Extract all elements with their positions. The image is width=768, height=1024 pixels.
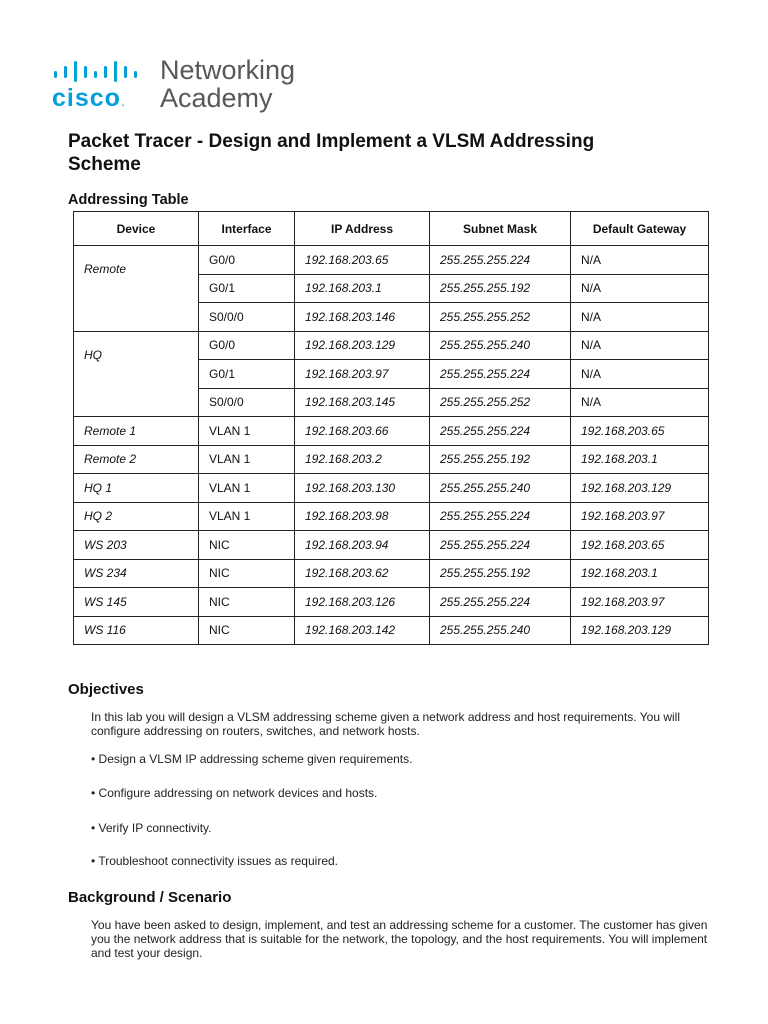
ip-cell: 192.168.203.146 xyxy=(295,303,430,332)
mask-cell: 255.255.255.252 xyxy=(430,303,571,332)
gateway-cell: 192.168.203.1 xyxy=(571,559,709,588)
table-row xyxy=(74,531,709,560)
gateway-cell: 192.168.203.65 xyxy=(571,531,709,560)
gateway-cell: N/A xyxy=(571,360,709,389)
device-cell: Remote 1 xyxy=(74,417,199,446)
ip-cell: 192.168.203.129 xyxy=(295,331,430,360)
table-row xyxy=(74,417,709,446)
ip-cell: 192.168.203.65 xyxy=(295,246,430,275)
mask-cell: 255.255.255.224 xyxy=(430,360,571,389)
ip-cell: 192.168.203.66 xyxy=(295,417,430,446)
table-header-row xyxy=(74,212,709,246)
gateway-cell: N/A xyxy=(571,274,709,303)
gateway-cell: 192.168.203.65 xyxy=(571,417,709,446)
column-header: IP Address xyxy=(295,212,430,246)
mask-cell: 255.255.255.240 xyxy=(430,331,571,360)
interface-cell: S0/0/0 xyxy=(199,388,295,417)
cisco-wordmark-text: cisco xyxy=(52,84,121,112)
device-cell: WS 145 xyxy=(74,588,199,617)
interface-cell: VLAN 1 xyxy=(199,502,295,531)
column-header: Subnet Mask xyxy=(430,212,571,246)
table-row xyxy=(74,559,709,588)
ip-cell: 192.168.203.62 xyxy=(295,559,430,588)
column-header: Interface xyxy=(199,212,295,246)
cisco-bars-icon xyxy=(52,60,150,82)
ip-cell: 192.168.203.98 xyxy=(295,502,430,531)
objective-bullet: • Configure addressing on network devices and hosts. xyxy=(91,786,378,800)
interface-cell: G0/0 xyxy=(199,331,295,360)
objective-bullet: • Troubleshoot connectivity issues as required. xyxy=(91,854,338,868)
interface-cell: G0/0 xyxy=(199,246,295,275)
table-row xyxy=(74,246,709,275)
mask-cell: 255.255.255.240 xyxy=(430,616,571,645)
table-row xyxy=(74,588,709,617)
mask-cell: 255.255.255.224 xyxy=(430,502,571,531)
interface-cell: G0/1 xyxy=(199,274,295,303)
mask-cell: 255.255.255.192 xyxy=(430,559,571,588)
table-row xyxy=(74,502,709,531)
ip-cell: 192.168.203.97 xyxy=(295,360,430,389)
mask-cell: 255.255.255.192 xyxy=(430,445,571,474)
gateway-cell: 192.168.203.129 xyxy=(571,474,709,503)
mask-cell: 255.255.255.240 xyxy=(430,474,571,503)
interface-cell: S0/0/0 xyxy=(199,303,295,332)
gateway-cell: N/A xyxy=(571,303,709,332)
column-header: Device xyxy=(74,212,199,246)
gateway-cell: N/A xyxy=(571,331,709,360)
gateway-cell: 192.168.203.97 xyxy=(571,502,709,531)
mask-cell: 255.255.255.224 xyxy=(430,531,571,560)
device-cell: WS 116 xyxy=(74,616,199,645)
device-cell: HQ 1 xyxy=(74,474,199,503)
table-row xyxy=(74,474,709,503)
logo-line2: Academy xyxy=(160,83,273,113)
ip-cell: 192.168.203.126 xyxy=(295,588,430,617)
mask-cell: 255.255.255.252 xyxy=(430,388,571,417)
cisco-wordmark: cisco. xyxy=(52,84,125,112)
logo-line1: Networking xyxy=(160,55,296,85)
objectives-heading: Objectives xyxy=(68,681,144,698)
column-header: Default Gateway xyxy=(571,212,709,246)
device-cell: WS 234 xyxy=(74,559,199,588)
device-cell: Remote 2 xyxy=(74,445,199,474)
interface-cell: NIC xyxy=(199,616,295,645)
cisco-networking-academy-logo xyxy=(52,56,302,116)
gateway-cell: N/A xyxy=(571,388,709,417)
addressing-table xyxy=(73,211,709,645)
interface-cell: NIC xyxy=(199,559,295,588)
gateway-cell: N/A xyxy=(571,246,709,275)
device-cell: HQ xyxy=(74,331,199,417)
ip-cell: 192.168.203.130 xyxy=(295,474,430,503)
gateway-cell: 192.168.203.97 xyxy=(571,588,709,617)
device-cell: Remote xyxy=(74,246,199,332)
gateway-cell: 192.168.203.1 xyxy=(571,445,709,474)
ip-cell: 192.168.203.142 xyxy=(295,616,430,645)
ip-cell: 192.168.203.145 xyxy=(295,388,430,417)
interface-cell: VLAN 1 xyxy=(199,474,295,503)
mask-cell: 255.255.255.224 xyxy=(430,588,571,617)
table-row xyxy=(74,331,709,360)
interface-cell: G0/1 xyxy=(199,360,295,389)
device-cell: HQ 2 xyxy=(74,502,199,531)
background-heading: Background / Scenario xyxy=(68,889,232,906)
mask-cell: 255.255.255.224 xyxy=(430,246,571,275)
ip-cell: 192.168.203.94 xyxy=(295,531,430,560)
mask-cell: 255.255.255.224 xyxy=(430,417,571,446)
ip-cell: 192.168.203.1 xyxy=(295,274,430,303)
background-text: You have been asked to design, implement, and test an addressing scheme for a customer. The customer has given you the network address that is suitable for the network, the topology, and the host requirements. You will implement and test your design. xyxy=(91,918,708,960)
addressing-table-heading: Addressing Table xyxy=(68,192,189,208)
device-cell: WS 203 xyxy=(74,531,199,560)
interface-cell: VLAN 1 xyxy=(199,417,295,446)
interface-cell: NIC xyxy=(199,531,295,560)
page-title: Packet Tracer - Design and Implement a VLSM Addressing Scheme xyxy=(68,131,595,175)
objective-bullet: • Verify IP connectivity. xyxy=(91,821,212,835)
table-row xyxy=(74,445,709,474)
interface-cell: NIC xyxy=(199,588,295,617)
objective-bullet: • Design a VLSM IP addressing scheme given requirements. xyxy=(91,752,413,766)
interface-cell: VLAN 1 xyxy=(199,445,295,474)
ip-cell: 192.168.203.2 xyxy=(295,445,430,474)
gateway-cell: 192.168.203.129 xyxy=(571,616,709,645)
table-row xyxy=(74,616,709,645)
mask-cell: 255.255.255.192 xyxy=(430,274,571,303)
objectives-intro: In this lab you will design a VLSM addressing scheme given a network address and host requirements. You will configure addressing on routers, switches, and network hosts. xyxy=(91,710,680,738)
